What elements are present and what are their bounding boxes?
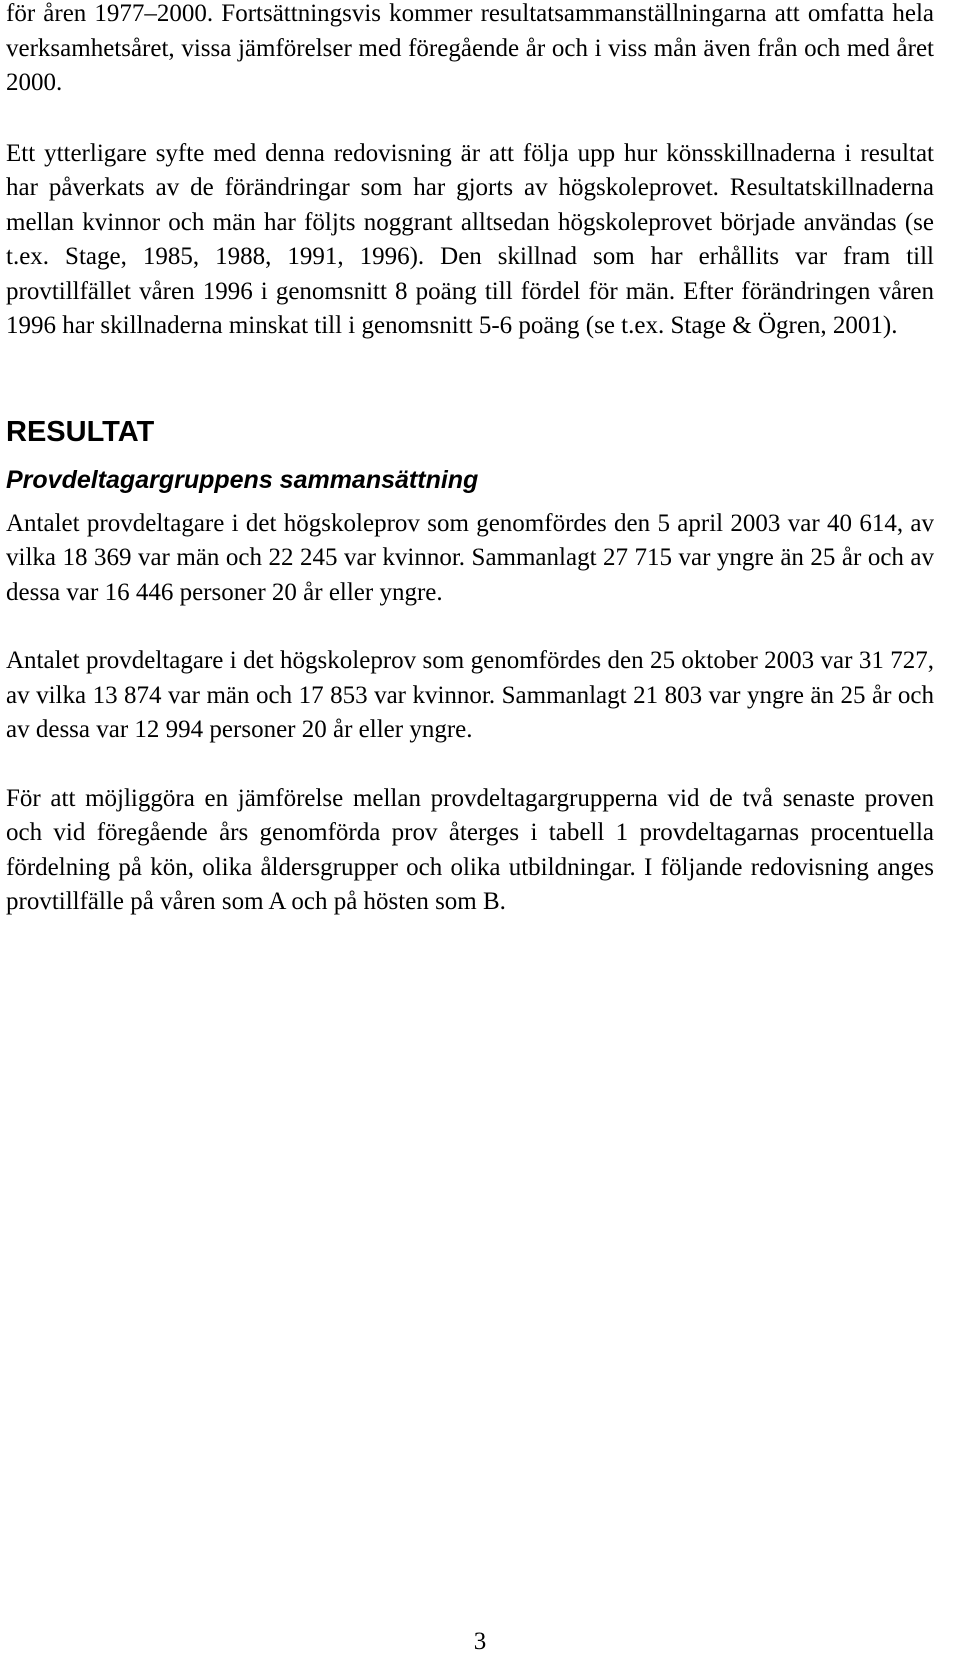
document-page bbox=[6, 0, 934, 920]
intro-paragraph-continuation: för åren 1977–2000. Fortsättningsvis kommer resultatsammanställningarna att omfatta hela verksamhetsåret, vissa jämförelser med föregående år och i viss mån även från och med året 2000. bbox=[6, 0, 934, 96]
results-paragraph-april: Antalet provdeltagare i det högskoleprov som genomfördes den 5 april 2003 var 40 614, av vilka 18 369 var män och 22 245 var kvinnor. Sammanlagt 27 715 var yngre än 25 år och av dessa var 16 446 personer 20 år eller yngre. bbox=[6, 509, 934, 606]
results-paragraph-comparison: För att möjliggöra en jämförelse mellan provdeltagargrupperna vid de två senaste proven och vid föregående års genomförda prov återges i tabell 1 provdeltagarnas procentuella fördelning på kön, olika åldersgrupper och olika utbildningar. I följande redovisning anges provtillfälle på våren som A och på hösten som B. bbox=[6, 784, 934, 915]
intro-paragraph-purpose: Ett ytterligare syfte med denna redovisning är att följa upp hur könsskillnaderna i resultat har påverkats av de förändringar som har gjorts av högskoleprovet. Resultatskillnaderna mellan kvinnor och män har följts noggrant alltsedan högskoleprovet började användas (se t.ex. Stage, 1985, 1988, 1991, 1996). Den skillnad som har erhållits var fram till provtillfället våren 1996 i genomsnitt 8 poäng till fördel för män. Efter förändringen våren 1996 har skillnaderna minskat till i genomsnitt 5-6 poäng (se t.ex. Stage & Ögren, 2001). bbox=[6, 139, 934, 339]
results-paragraph-october: Antalet provdeltagare i det högskoleprov som genomfördes den 25 oktober 2003 var 31 727, av vilka 13 874 var män och 17 853 var kvinnor. Sammanlagt 21 803 var yngre än 25 år och av dessa var 12 994 personer 20 år eller yngre. bbox=[6, 647, 934, 743]
section-heading: RESULTAT bbox=[6, 415, 155, 448]
page-number: 3 bbox=[473, 1628, 487, 1655]
section-subheading: Provdeltagargruppens sammansättning bbox=[6, 465, 479, 494]
